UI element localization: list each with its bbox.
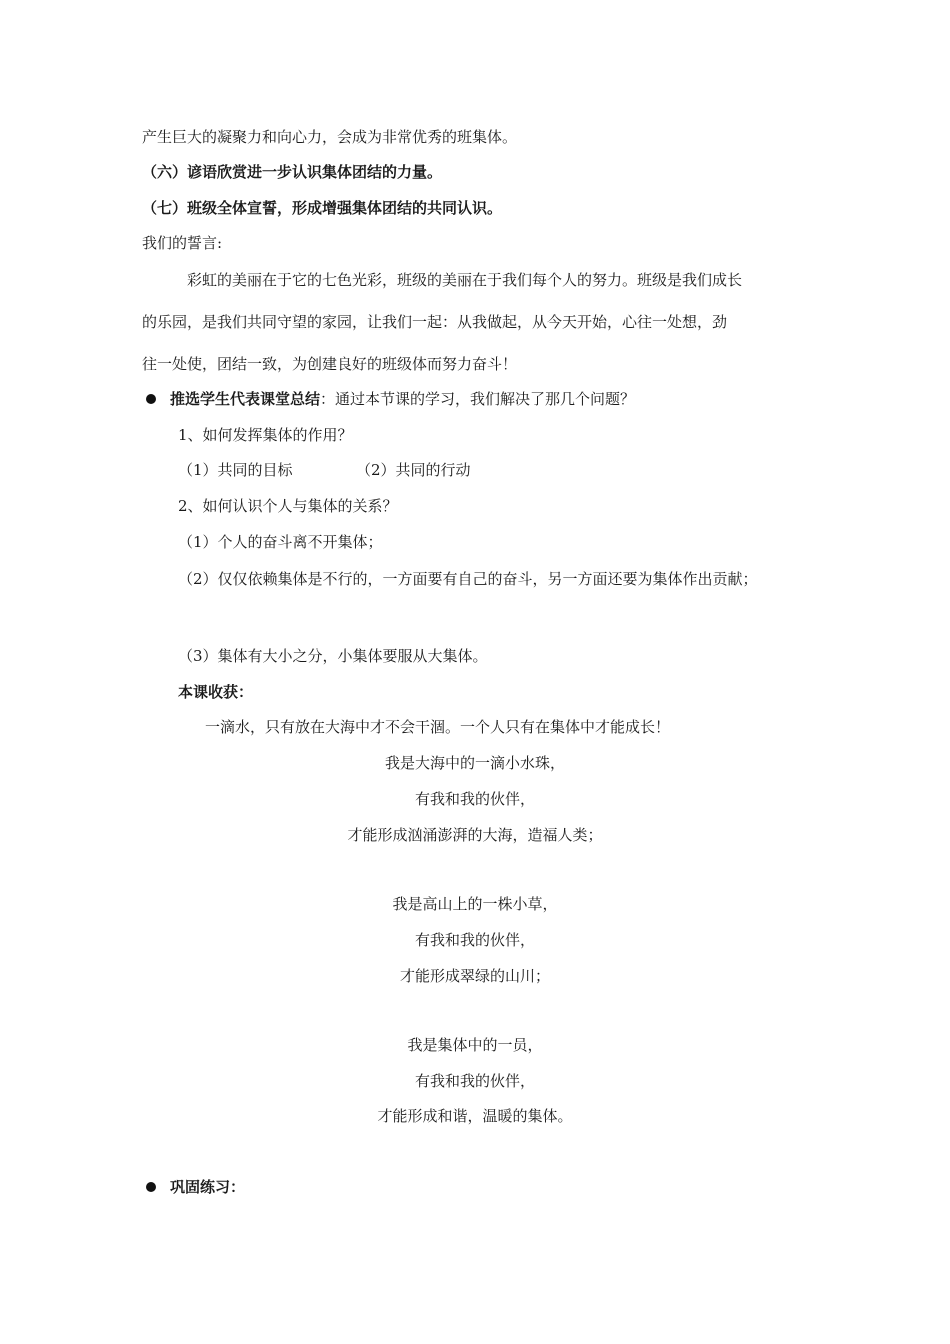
answer-2c: （3）集体有大小之分，小集体要服从大集体。 bbox=[178, 647, 488, 665]
answer-2b: （2）仅仅依赖集体是不行的，一方面要有自己的奋斗，另一方面还要为集体作出贡献； bbox=[178, 570, 758, 588]
harvest-intro: 一滴水，只有放在大海中才不会干涸。一个人只有在集体中才能成长！ bbox=[205, 718, 671, 736]
harvest-title: 本课收获： bbox=[178, 683, 254, 701]
poem-line: 有我和我的伙伴， bbox=[414, 1072, 535, 1090]
oath-line-3: 往一处使，团结一致，为创建良好的班级体而努力奋斗！ bbox=[142, 355, 518, 373]
poem-line: 我是集体中的一员， bbox=[407, 1036, 543, 1054]
poem-line: 才能形成翠绿的山川； bbox=[399, 967, 550, 985]
poem-line: 才能形成汹涌澎湃的大海，造福人类； bbox=[347, 826, 603, 844]
answer-2a: （1）个人的奋斗离不开集体； bbox=[178, 533, 383, 551]
oath-line-2: 的乐园，是我们共同守望的家园，让我们一起：从我做起，从今天开始，心往一处想，劲 bbox=[142, 313, 728, 331]
heading-six: （六）谚语欣赏进一步认识集体团结的力量。 bbox=[142, 163, 443, 181]
answer-1a: （1）共同的目标 bbox=[178, 461, 293, 479]
question-2: 2、如何认识个人与集体的关系？ bbox=[178, 497, 398, 515]
oath-line-1: 彩虹的美丽在于它的七色光彩，班级的美丽在于我们每个人的努力。班级是我们成长 bbox=[187, 271, 743, 289]
oath-title: 我们的誓言: bbox=[142, 234, 223, 252]
question-1: 1、如何发挥集体的作用？ bbox=[178, 426, 353, 444]
poem-line: 有我和我的伙伴， bbox=[414, 790, 535, 808]
poem-line: 我是大海中的一滴小水珠， bbox=[384, 754, 565, 772]
poem-line: 才能形成和谐，温暖的集体。 bbox=[377, 1107, 573, 1125]
poem-line: 有我和我的伙伴， bbox=[414, 931, 535, 949]
bullet-icon bbox=[146, 394, 156, 404]
paragraph-continuation: 产生巨大的凝聚力和向心力，会成为非常优秀的班集体。 bbox=[142, 128, 518, 146]
practice-line bbox=[146, 1177, 245, 1197]
summary-line bbox=[146, 389, 635, 409]
summary-text: ：通过本节课的学习，我们解决了那几个问题？ bbox=[320, 390, 636, 408]
bullet-icon bbox=[146, 1182, 156, 1192]
poem-line: 我是高山上的一株小草， bbox=[392, 895, 558, 913]
practice-title: 巩固练习： bbox=[170, 1178, 246, 1196]
summary-label: 推选学生代表课堂总结 bbox=[170, 390, 321, 408]
heading-seven: （七）班级全体宣誓，形成增强集体团结的共同认识。 bbox=[142, 199, 503, 217]
answer-1b: （2）共同的行动 bbox=[356, 461, 471, 479]
